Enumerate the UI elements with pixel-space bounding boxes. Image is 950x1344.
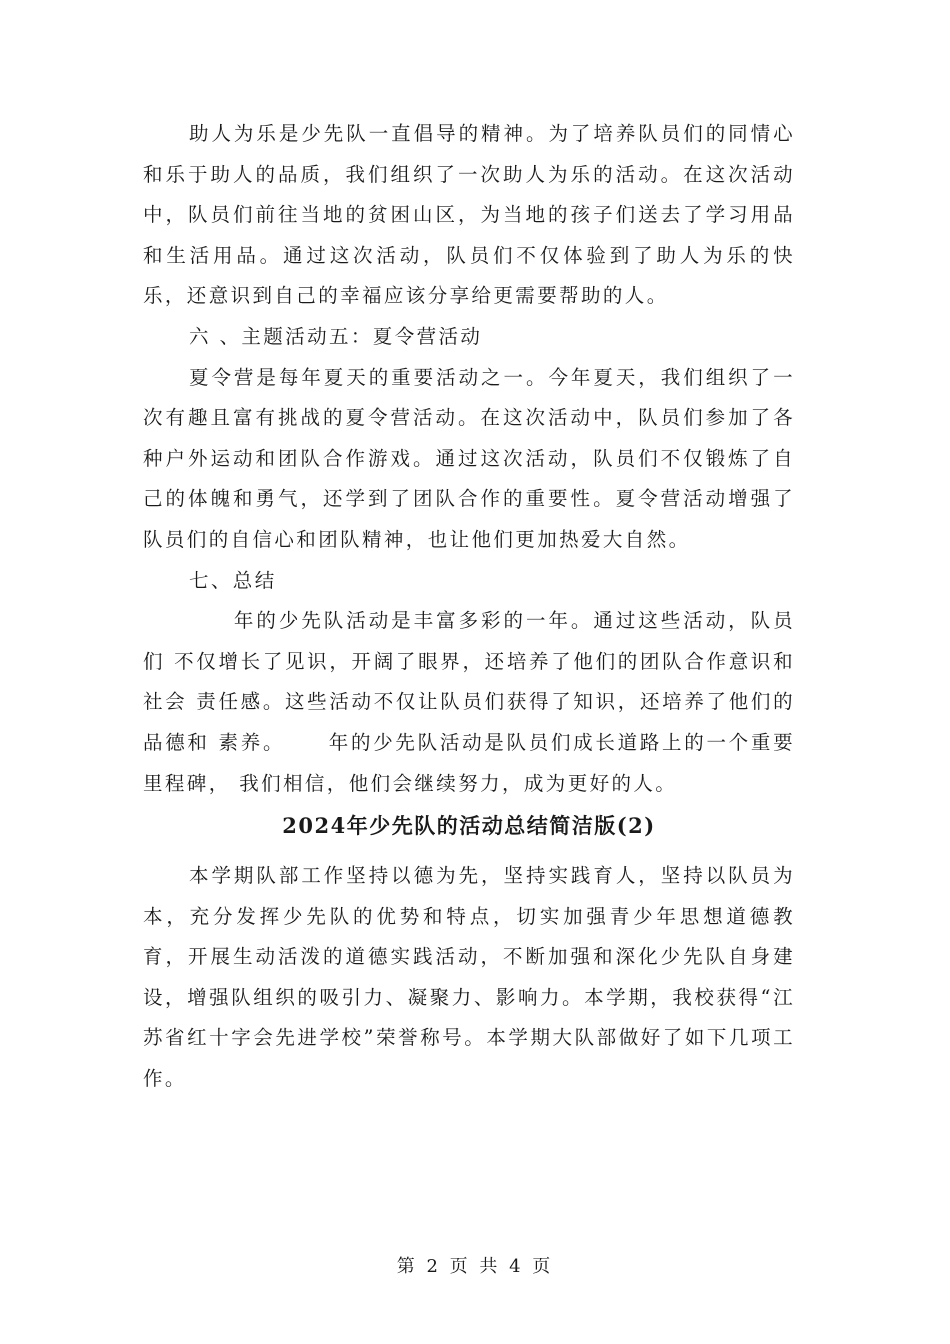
document-title: 2024年少先队的活动总结简洁版(2) bbox=[282, 813, 656, 839]
section-heading-six: 六 、主题活动五：夏令营活动 bbox=[189, 324, 483, 348]
paragraph-summary: 年的少先队活动是丰富多彩的一年。通过这些活动，队员们 不仅增长了见识，开阔了眼界，还培养了他们的团队合作意识和社会 责任感。这些活动不仅让队员们获得了知识，还培养了他们的品德和 素养。 年的少先队活动是队员们成长道路上的一个重要里程碑， 我们相信，他们会继续努力，成为更好的人。 bbox=[143, 609, 795, 795]
paragraph-helping-others: 助人为乐是少先队一直倡导的精神。为了培养队员们的同情心和乐于助人的品质，我们组织了一次助人为乐的活动。在这次活动中，队员们前往当地的贫困山区，为当地的孩子们送去了学习用品和生活用品。通过这次活动，队员们不仅体验到了助人为乐的快乐，还意识到自己的幸福应该分享给更需要帮助的人。 bbox=[143, 122, 795, 308]
paragraph-semester-work: 本学期队部工作坚持以德为先，坚持实践育人，坚持以队员为本，充分发挥少先队的优势和特点，切实加强青少年思想道德教育，开展生动活泼的道德实践活动，不断加强和深化少先队自身建设，增强队组织的吸引力、凝聚力、影响力。本学期，我校获得“江苏省红十字会先进学校”荣誉称号。本学期大队部做好了如下几项工作。 bbox=[143, 864, 795, 1091]
page-number-footer: 第 2 页 共 4 页 bbox=[396, 1256, 554, 1277]
section-heading-seven: 七、总结 bbox=[189, 568, 277, 592]
document-body bbox=[143, 114, 795, 1100]
paragraph-summer-camp: 夏令营是每年夏天的重要活动之一。今年夏天，我们组织了一次有趣且富有挑战的夏令营活动。在这次活动中，队员们参加了各种户外运动和团队合作游戏。通过这次活动，队员们不仅锻炼了自己的体魄和勇气，还学到了团队合作的重要性。夏令营活动增强了队员们的自信心和团队精神，也让他们更加热爱大自然。 bbox=[143, 365, 795, 551]
